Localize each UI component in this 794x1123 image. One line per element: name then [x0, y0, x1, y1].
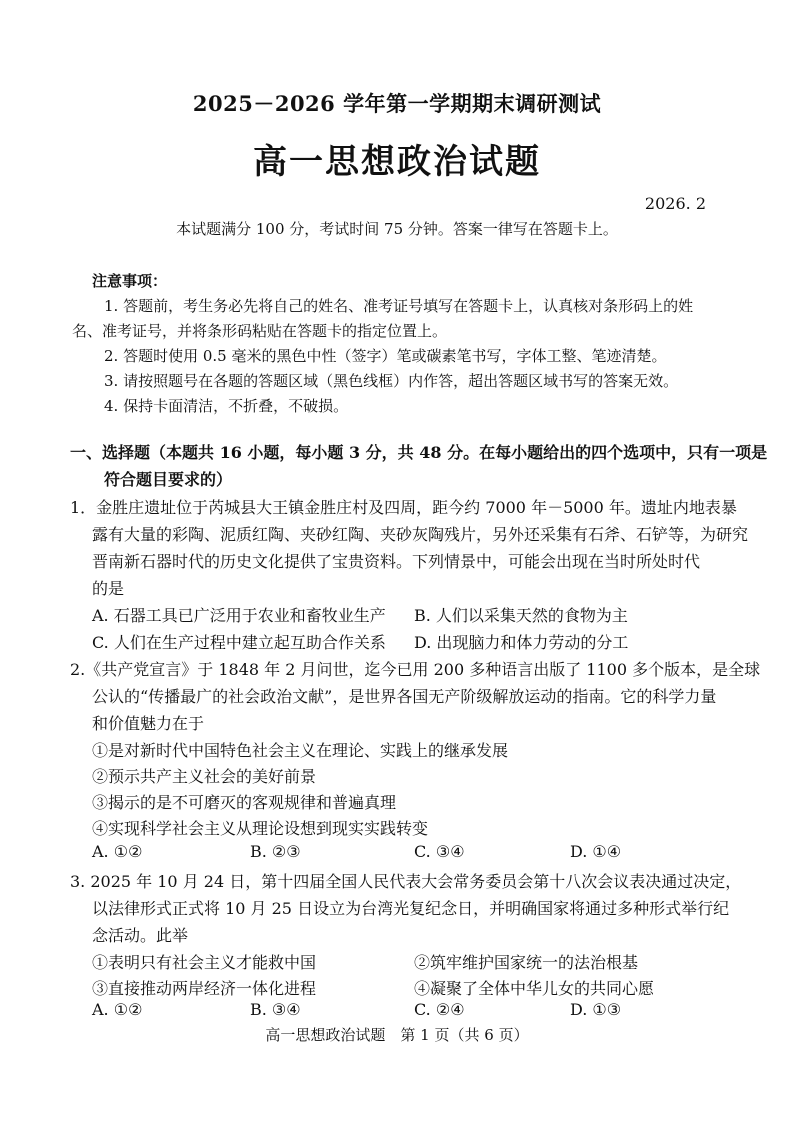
section-heading-line1: 一、选择题（本题共 16 小题，每小题 3 分，共 48 分。在每小题给出的四个选项中，只有一项是	[70, 443, 768, 462]
q2-option-d: D. ①④	[570, 842, 622, 861]
notice-item-1-line1: 1. 答题前，考生务必先将自己的姓名、准考证号填写在答题卡上，认真核对条形码上的姓	[104, 297, 694, 315]
q2-option-a: A. ①②	[92, 842, 143, 861]
q2-line2: 公认的“传播最广的社会政治文献”，是世界各国无产阶级解放运动的指南。它的科学力量	[92, 687, 717, 706]
notice-title: 注意事项：	[92, 272, 168, 290]
q1-option-d: D. 出现脑力和体力劳动的分工	[414, 633, 629, 652]
page-footer: 高一思想政治试题 第 1 页（共 6 页）	[265, 1026, 529, 1044]
q3-statement-2: ②筑牢维护国家统一的法治根基	[414, 953, 639, 972]
notice-item-2: 2. 答题时使用 0.5 毫米的黑色中性（签字）笔或碳素笔书写，字体工整、笔迹清楚。	[104, 347, 667, 365]
q3-line2: 以法律形式正式将 10 月 25 日设立为台湾光复纪念日，并明确国家将通过多种形式举行纪	[92, 899, 730, 918]
q3-line1: 3. 2025 年 10 月 24 日，第十四届全国人民代表大会常务委员会第十八次会议表决通过决定，	[70, 872, 742, 891]
q1-option-b: B. 人们以采集天然的食物为主	[414, 606, 628, 625]
q2-statement-1: ①是对新时代中国特色社会主义在理论、实践上的继承发展	[92, 741, 509, 760]
exam-date: 2026. 2	[644, 194, 706, 213]
q1-line3: 晋南新石器时代的历史文化提供了宝贵资料。下列情景中，可能会出现在当时所处时代	[92, 552, 701, 571]
q2-statement-4: ④实现科学社会主义从理论设想到现实实践转变	[92, 819, 429, 838]
exam-intro: 本试题满分 100 分，考试时间 75 分钟。答案一律写在答题卡上。	[176, 220, 618, 238]
notice-item-4: 4. 保持卡面清洁，不折叠，不破损。	[104, 397, 349, 415]
q2-line3: 和价值魅力在于	[92, 714, 205, 733]
q1-option-a: A. 石器工具已广泛用于农业和畜牧业生产	[92, 606, 386, 625]
q3-statement-4: ④凝聚了全体中华儿女的共同心愿	[414, 979, 655, 998]
exam-subject-title: 高一思想政治试题	[253, 142, 541, 182]
notice-item-1-line2: 名、准考证号，并将条形码粘贴在答题卡的指定位置上。	[72, 322, 448, 340]
notice-item-3: 3. 请按照题号在各题的答题区域（黑色线框）内作答，超出答题区域书写的答案无效。	[104, 372, 679, 390]
section-heading-line2: 符合题目要求的）	[104, 470, 233, 489]
q2-option-b: B. ②③	[250, 842, 301, 861]
q3-statement-1: ①表明只有社会主义才能救中国	[92, 953, 317, 972]
q3-option-a: A. ①②	[92, 1000, 143, 1019]
q1-line4: 的是	[92, 579, 125, 598]
exam-title-line1: 2025－2026 学年第一学期期末调研测试	[192, 91, 602, 116]
q3-option-d: D. ①③	[570, 1000, 622, 1019]
q2-statement-2: ②预示共产主义社会的美好前景	[92, 767, 317, 786]
q1-line2: 露有大量的彩陶、泥质红陶、夹砂红陶、夹砂灰陶残片，另外还采集有石斧、石铲等，为研究	[92, 525, 749, 544]
q3-line3: 念活动。此举	[92, 926, 189, 945]
q3-option-b: B. ③④	[250, 1000, 301, 1019]
q2-option-c: C. ③④	[414, 842, 465, 861]
q1-line1: 1．金胜庄遗址位于芮城县大王镇金胜庄村及四周，距今约 7000 年－5000 年。遗址内地表暴	[70, 498, 737, 517]
q3-option-c: C. ②④	[414, 1000, 465, 1019]
q3-statement-3: ③直接推动两岸经济一体化进程	[92, 979, 317, 998]
q1-option-c: C. 人们在生产过程中建立起互助合作关系	[92, 633, 386, 652]
q2-statement-3: ③揭示的是不可磨灭的客观规律和普遍真理	[92, 793, 397, 812]
q2-line1: 2.《共产党宣言》于 1848 年 2 月问世，迄今已用 200 多种语言出版了 1100 多个版本，是全球	[70, 660, 761, 679]
